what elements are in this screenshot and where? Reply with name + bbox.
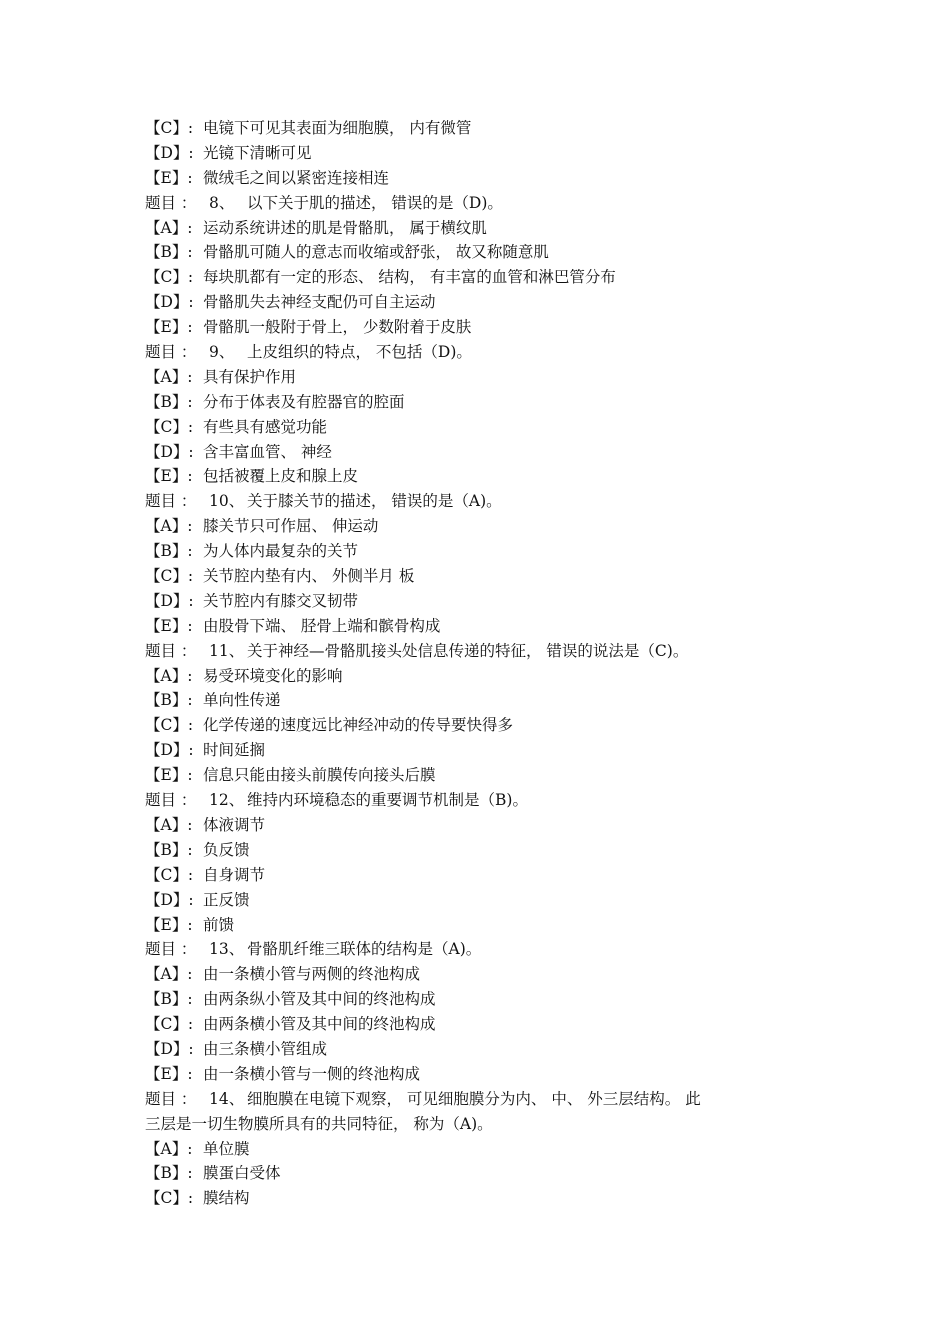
question-text: 骨骼肌纤维三联体的结构是（A)。: [247, 940, 482, 959]
question-number: 11、: [209, 641, 245, 660]
answer-option: [145, 564, 805, 589]
option-tag: 【A】:: [145, 815, 193, 834]
option-text: 化学传递的速度远比神经冲动的传导要快得多: [203, 716, 514, 735]
option-tag: 【B】:: [145, 542, 193, 561]
answer-option: [145, 440, 805, 465]
option-text: 具有保护作用: [203, 367, 297, 386]
option-text: 运动系统讲述的肌是骨骼肌， 属于横纹肌: [203, 218, 487, 237]
option-tag: 【D】:: [145, 591, 194, 610]
option-text: 电镜下可见其表面为细胞膜， 内有微管: [203, 119, 472, 137]
answer-option: [145, 1137, 805, 1162]
option-tag: 【E】:: [145, 318, 193, 337]
question-line: [145, 937, 805, 962]
answer-option: [145, 415, 805, 440]
option-tag: 【D】:: [145, 890, 194, 909]
option-text: 正反馈: [203, 890, 250, 909]
option-text: 微绒毛之间以紧密连接相连: [203, 168, 390, 187]
answer-option: [145, 265, 805, 290]
question-line: [145, 639, 805, 664]
answer-option: [145, 863, 805, 888]
answer-option: [145, 688, 805, 713]
option-tag: 【D】:: [145, 143, 194, 162]
option-text: 单位膜: [203, 1139, 250, 1158]
option-text: 含丰富血管、 神经: [203, 442, 332, 461]
option-text: 易受环境变化的影响: [203, 666, 343, 685]
option-tag: 【A】:: [145, 965, 193, 984]
question-prefix: 题目 ：: [145, 343, 197, 362]
option-tag: 【B】:: [145, 691, 193, 710]
answer-option: [145, 1062, 805, 1087]
answer-option: [145, 390, 805, 415]
option-text: 体液调节: [203, 815, 266, 834]
option-text: 由股骨下端、 胫骨上端和髌骨构成: [203, 616, 441, 635]
option-tag: 【C】:: [145, 1189, 194, 1208]
option-text: 有些具有感觉功能: [203, 417, 328, 436]
option-tag: 【A】:: [145, 666, 193, 685]
option-tag: 【B】:: [145, 243, 193, 262]
answer-option: [145, 1186, 805, 1211]
option-text: 单向性传递: [203, 691, 281, 710]
option-text: 光镜下清晰可见: [203, 143, 312, 162]
question-text: 关于神经—骨骼肌接头处信息传递的特征， 错误的说法是（C)。: [247, 641, 689, 660]
option-tag: 【A】:: [145, 1139, 193, 1158]
option-text: 由一条横小管与两侧的终池构成: [203, 965, 421, 984]
option-text: 骨骼肌一般附于骨上， 少数附着于皮肤: [203, 318, 472, 337]
answer-option: [145, 713, 805, 738]
option-text: 骨骼肌可随人的意志而收缩或舒张， 故又称随意肌: [203, 243, 549, 262]
answer-option: [145, 987, 805, 1012]
option-text: 包括被覆上皮和腺上皮: [203, 467, 359, 486]
answer-option: [145, 141, 805, 166]
answer-option: [145, 240, 805, 265]
question-prefix: 题目 ：: [145, 791, 197, 810]
question-prefix: 题目 ：: [145, 940, 197, 959]
answer-option: [145, 539, 805, 564]
answer-option: [145, 913, 805, 938]
answer-option: [145, 290, 805, 315]
question-number: 12、: [209, 791, 245, 810]
option-tag: 【C】:: [145, 119, 194, 137]
option-text: 信息只能由接头前膜传向接头后膜: [203, 766, 436, 785]
option-text: 分布于体表及有腔器官的腔面: [203, 392, 405, 411]
question-text: 以下关于肌的描述， 错误的是（D)。: [247, 193, 503, 212]
option-tag: 【C】:: [145, 268, 194, 287]
option-text: 骨骼肌失去神经支配仍可自主运动: [203, 293, 436, 312]
option-tag: 【C】:: [145, 865, 194, 884]
question-text: 上皮组织的特点， 不包括（D)。: [247, 343, 472, 362]
question-number: 8、: [209, 193, 235, 212]
question-prefix: 题目 ：: [145, 492, 197, 511]
question-line: [145, 1087, 805, 1112]
option-tag: 【B】:: [145, 1164, 193, 1183]
option-tag: 【A】:: [145, 517, 193, 536]
option-tag: 【D】:: [145, 442, 194, 461]
question-number: 14、: [209, 1089, 245, 1108]
option-tag: 【E】:: [145, 616, 193, 635]
answer-option: [145, 888, 805, 913]
question-line: [145, 340, 805, 365]
answer-option: [145, 664, 805, 689]
answer-option: [145, 216, 805, 241]
question-text: 维持内环境稳态的重要调节机制是（B)。: [247, 791, 528, 810]
question-line: [145, 489, 805, 514]
option-text: 由三条横小管组成: [203, 1039, 328, 1058]
option-tag: 【C】:: [145, 567, 194, 586]
option-tag: 【D】:: [145, 293, 194, 312]
option-text: 膝关节只可作屈、 伸运动: [203, 517, 379, 536]
option-text: 由两条纵小管及其中间的终池构成: [203, 990, 436, 1009]
answer-option: [145, 1161, 805, 1186]
option-tag: 【A】:: [145, 367, 193, 386]
option-text: 关节腔内有膝交叉韧带: [203, 591, 359, 610]
option-tag: 【B】:: [145, 392, 193, 411]
question-number: 13、: [209, 940, 245, 959]
option-tag: 【E】:: [145, 168, 193, 187]
option-text: 膜结构: [203, 1189, 250, 1208]
answer-option: [145, 464, 805, 489]
question-continuation: [145, 1112, 805, 1137]
document-page: [145, 116, 805, 1211]
answer-option: [145, 738, 805, 763]
answer-option: [145, 614, 805, 639]
question-prefix: 题目 ：: [145, 641, 197, 660]
option-tag: 【C】:: [145, 716, 194, 735]
option-tag: 【B】:: [145, 840, 193, 859]
option-tag: 【D】:: [145, 741, 194, 760]
answer-option: [145, 962, 805, 987]
answer-option: [145, 813, 805, 838]
answer-option: [145, 365, 805, 390]
question-text: 细胞膜在电镜下观察， 可见细胞膜分为内、 中、 外三层结构。 此: [247, 1089, 701, 1108]
answer-option: [145, 166, 805, 191]
option-tag: 【E】:: [145, 1064, 193, 1083]
option-tag: 【C】:: [145, 1015, 194, 1034]
option-tag: 【E】:: [145, 467, 193, 486]
option-tag: 【B】:: [145, 990, 193, 1009]
question-text: 关于膝关节的描述， 错误的是（A)。: [247, 492, 502, 511]
answer-option: [145, 763, 805, 788]
option-text: 为人体内最复杂的关节: [203, 542, 359, 561]
answer-option: [145, 838, 805, 863]
option-tag: 【C】:: [145, 417, 194, 436]
option-text: 自身调节: [203, 865, 266, 884]
answer-option: [145, 315, 805, 340]
option-text: 膜蛋白受体: [203, 1164, 281, 1183]
option-text: 每块肌都有一定的形态、 结构， 有丰富的血管和淋巴管分布: [203, 268, 616, 287]
option-tag: 【D】:: [145, 1039, 194, 1058]
answer-option: [145, 514, 805, 539]
question-number: 9、: [209, 343, 235, 362]
option-tag: 【E】:: [145, 766, 193, 785]
option-tag: 【E】:: [145, 915, 193, 934]
question-text: 三层是一切生物膜所具有的共同特征， 称为（A)。: [145, 1114, 493, 1133]
option-text: 负反馈: [203, 840, 250, 859]
answer-option: [145, 1012, 805, 1037]
option-text: 由一条横小管与一侧的终池构成: [203, 1064, 421, 1083]
question-line: [145, 191, 805, 216]
option-tag: 【A】:: [145, 218, 193, 237]
option-text: 由两条横小管及其中间的终池构成: [203, 1015, 436, 1034]
option-text: 关节腔内垫有内、 外侧半月 板: [203, 567, 415, 586]
answer-option: [145, 589, 805, 614]
question-prefix: 题目 ：: [145, 1089, 197, 1108]
answer-option: [145, 1037, 805, 1062]
answer-option: [145, 116, 805, 141]
option-text: 时间延搁: [203, 741, 266, 760]
question-line: [145, 788, 805, 813]
question-prefix: 题目 ：: [145, 193, 197, 212]
question-number: 10、: [209, 492, 245, 511]
option-text: 前馈: [203, 915, 235, 934]
